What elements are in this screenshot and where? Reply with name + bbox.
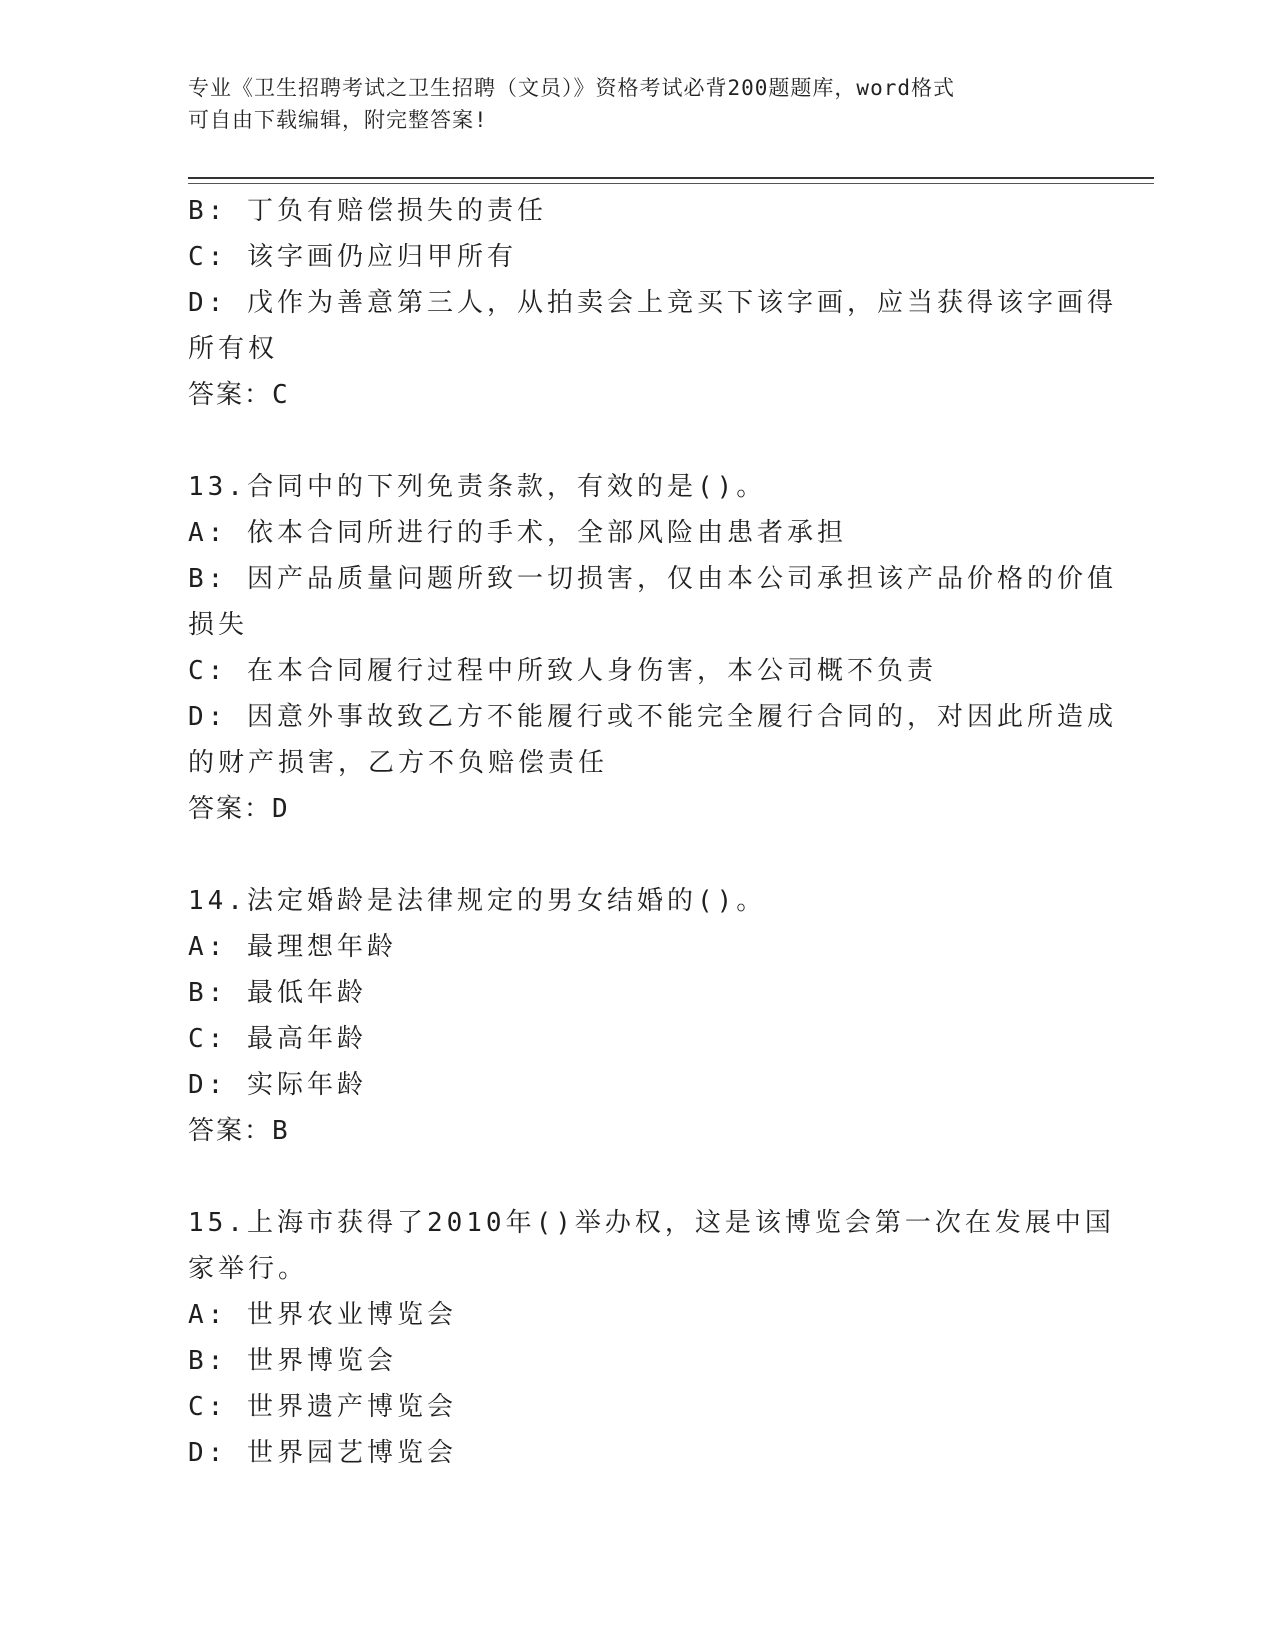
header-divider-thick xyxy=(188,177,1154,179)
option-c: C: 该字画仍应归甲所有 xyxy=(188,242,517,272)
option-c: C: 在本合同履行过程中所致人身伤害，本公司概不负责 xyxy=(188,656,937,686)
question-stem-continued: 家举行。 xyxy=(188,1254,309,1284)
header-divider-thin xyxy=(188,183,1154,184)
option-c: C: 最高年龄 xyxy=(188,1024,367,1054)
spacer xyxy=(188,1154,1088,1200)
option-d: D: 实际年龄 xyxy=(188,1070,367,1100)
option-a: A: 依本合同所进行的手术，全部风险由患者承担 xyxy=(188,518,847,548)
question-list xyxy=(188,188,1117,1476)
question-stem: 13.合同中的下列免责条款，有效的是()。 xyxy=(188,472,767,502)
option-c: C: 世界遗产博览会 xyxy=(188,1392,457,1422)
answer-line: 答案：C xyxy=(188,380,290,410)
spacer xyxy=(188,832,1088,878)
question-block-13 xyxy=(188,464,1117,832)
option-b: B: 丁负有赔偿损失的责任 xyxy=(188,196,547,226)
spacer xyxy=(188,418,1088,464)
answer-line: 答案：B xyxy=(188,1116,290,1146)
option-b: B: 因产品质量问题所致一切损害，仅由本公司承担该产品价格的价值 xyxy=(188,564,1117,594)
option-a: A: 最理想年龄 xyxy=(188,932,397,962)
question-stem: 14.法定婚龄是法律规定的男女结婚的()。 xyxy=(188,886,767,916)
question-block-14 xyxy=(188,878,1088,1154)
option-b-continued: 损失 xyxy=(188,610,249,640)
option-d: D: 因意外事故致乙方不能履行或不能完全履行合同的，对因此所造成 xyxy=(188,702,1117,732)
option-d-continued: 的财产损害，乙方不负赔偿责任 xyxy=(188,748,609,778)
question-block-12 xyxy=(188,188,1117,418)
option-d: D: 世界园艺博览会 xyxy=(188,1438,457,1468)
option-d: D: 戊作为善意第三人，从拍卖会上竞买下该字画，应当获得该字画得 xyxy=(188,288,1117,318)
option-b: B: 最低年龄 xyxy=(188,978,367,1008)
option-d-continued: 所有权 xyxy=(188,334,279,364)
question-stem: 15.上海市获得了2010年()举办权，这是该博览会第一次在发展中国 xyxy=(188,1208,1115,1238)
document-header xyxy=(188,72,1068,136)
answer-line: 答案：D xyxy=(188,794,290,824)
option-a: A: 世界农业博览会 xyxy=(188,1300,457,1330)
header-line-2: 可自由下载编辑，附完整答案! xyxy=(188,108,488,132)
question-block-15 xyxy=(188,1200,1115,1476)
option-b: B: 世界博览会 xyxy=(188,1346,397,1376)
header-line-1: 专业《卫生招聘考试之卫生招聘（文员）》资格考试必背200题题库，word格式 xyxy=(188,76,955,100)
